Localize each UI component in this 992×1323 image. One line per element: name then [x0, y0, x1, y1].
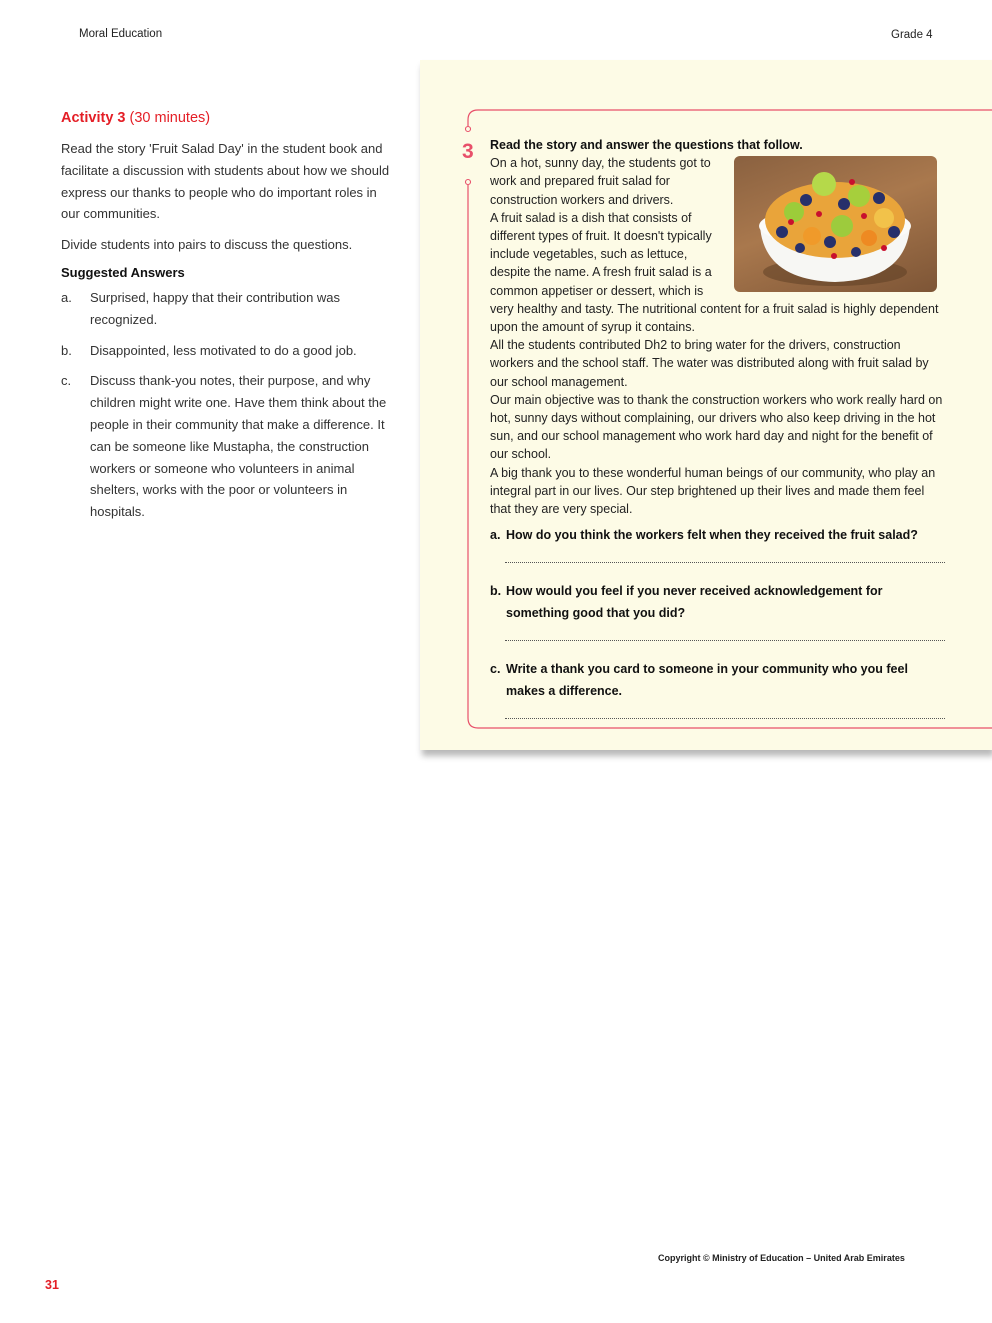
exercise-number: 3	[462, 140, 474, 163]
question-text: How do you think the workers felt when they received the fruit salad?	[506, 528, 918, 543]
story-paragraph: Our main objective was to thank the construction workers who work really hard on hot, sunny days without complaining, our drivers who also keep driving in the hot sun, and our school management who work hard day and night for the benefit of our school.	[490, 392, 943, 462]
suggested-answers-heading: Suggested Answers	[61, 264, 185, 280]
answer-line[interactable]	[505, 718, 945, 719]
activity-paragraph: Divide students into pairs to discuss the questions.	[61, 237, 353, 253]
copyright-notice: Copyright © Ministry of Education – United Arab Emirates	[658, 1253, 905, 1263]
fruit-salad-photo	[734, 156, 937, 292]
exercise-instruction: Read the story and answer the questions that follow.	[490, 138, 803, 152]
activity-duration: (30 minutes)	[125, 110, 211, 126]
story-paragraph: All the students contributed Dh2 to bring water for the drivers, construction workers and the school staff. The water was distributed along with fruit salad by our school management.	[490, 338, 929, 389]
answer-letter: c.	[61, 373, 72, 389]
header-grade: Grade 4	[891, 29, 933, 41]
answer-text: Disappointed, less motivated to do a good job.	[90, 342, 357, 358]
story-text	[490, 154, 945, 518]
answer-text: Discuss thank-you notes, their purpose, and why children might write one. Have them think about the people in their community that make a difference. It can be someone like Mustapha, the construction workers or someone who volunteers in animal shelters, works with the poor or volunteers in hospitals.	[90, 373, 387, 520]
question-letter: a.	[490, 528, 501, 543]
question-text: Write a thank you card to someone in your community who you feel makes a difference.	[506, 662, 908, 699]
question-letter: c.	[490, 662, 501, 677]
question-c	[490, 658, 945, 702]
question-b	[490, 580, 945, 624]
answer-letter: a.	[61, 289, 72, 305]
header-subject: Moral Education	[79, 28, 163, 40]
exercise-content	[490, 136, 945, 736]
story-paragraph: On a hot, sunny day, the students got to work and prepared fruit salad for construction workers and drivers.	[490, 156, 711, 207]
activity-title-bold: Activity 3	[61, 110, 126, 126]
activity-paragraph: Read the story 'Fruit Salad Day' in the student book and facilitate a discussion with students about how we should express our thanks to people who do important roles in our communities.	[61, 141, 390, 222]
page-number: 31	[45, 1278, 59, 1292]
story-paragraph: A fruit salad is a dish that consists of different types of fruit. It doesn't typically include vegetables, such as lettuce, despite the name. A fresh fruit salad is a common appetiser or dessert, which is very healthy and tasty. The nutritional content for a fruit salad is highly dependent upon the amount of syrup it contains.	[490, 210, 939, 335]
answer-text: Surprised, happy that their contribution was recognized.	[90, 289, 341, 327]
question-a	[490, 524, 945, 546]
answer-line[interactable]	[505, 562, 945, 563]
question-text: How would you feel if you never received acknowledgement for something good that you did?	[506, 584, 883, 621]
question-letter: b.	[490, 584, 502, 599]
answer-letter: b.	[61, 342, 72, 358]
answer-line[interactable]	[505, 640, 945, 641]
story-paragraph: A big thank you to these wonderful human beings of our community, who play an integral part in our lives. Our step brightened up their lives and made them feel that they are very special.	[490, 465, 936, 517]
